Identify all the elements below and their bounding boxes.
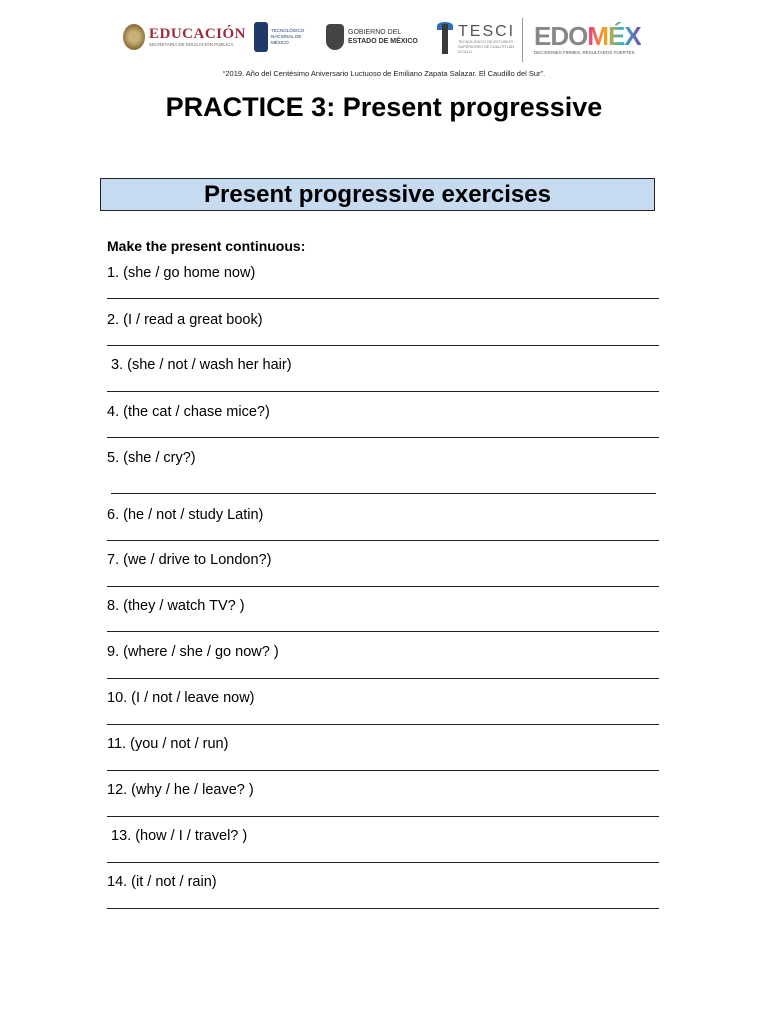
answer-line[interactable] <box>107 908 659 909</box>
edomex-logo-name-b: MÉX <box>587 21 641 51</box>
answer-line[interactable] <box>107 391 659 392</box>
exercise-prompt: 3. (she / not / wash her hair) <box>107 357 292 373</box>
seal-icon <box>123 24 145 50</box>
tecnologico-logo-subtitle: TECNOLÓGICO NACIONAL DE MÉXICO <box>271 28 305 45</box>
edomex-logo <box>534 22 641 56</box>
tesci-logo-name: TESCI <box>458 23 516 40</box>
logo-divider <box>522 18 523 62</box>
exercise-prompt: 6. (he / not / study Latin) <box>107 507 264 523</box>
edomex-logo-name-a: EDO <box>534 21 588 51</box>
answer-line[interactable] <box>107 770 659 771</box>
shield-icon <box>326 24 344 50</box>
exercise-prompt: 11. (you / not / run) <box>107 736 229 752</box>
gobierno-logo-line2: ESTADO DE MÉXICO <box>348 38 418 45</box>
exercise-prompt: 7. (we / drive to London?) <box>107 552 272 568</box>
educacion-logo-name: EDUCACIÓN <box>149 26 247 42</box>
educacion-logo-subtitle: SECRETARÍA DE EDUCACIÓN PÚBLICA <box>149 42 234 47</box>
edomex-logo-name <box>534 22 641 50</box>
answer-line[interactable] <box>107 586 659 587</box>
tesci-logo-subtitle: TECNOLÓGICO DE ESTUDIOS SUPERIORES DE CUAUTITLÁN IZCALLI <box>458 40 515 54</box>
educacion-logo <box>123 24 246 50</box>
answer-line[interactable] <box>107 862 659 863</box>
answer-line[interactable] <box>107 678 659 679</box>
answer-line[interactable] <box>107 631 659 632</box>
instruction: Make the present continuous: <box>107 238 306 254</box>
answer-line[interactable] <box>107 437 659 438</box>
exercise-prompt: 1. (she / go home now) <box>107 265 256 281</box>
exercise-prompt: 13. (how / I / travel? ) <box>107 828 248 844</box>
answer-line[interactable] <box>107 816 659 817</box>
answer-line[interactable] <box>107 540 659 541</box>
edomex-logo-subtitle: DECISIONES FIRMES, RESULTADOS FUERTES. <box>534 50 636 55</box>
exercise-prompt: 12. (why / he / leave? ) <box>107 782 254 798</box>
answer-line[interactable] <box>107 724 659 725</box>
tecnologico-logo <box>254 22 303 52</box>
tesci-logo <box>436 22 518 56</box>
answer-line[interactable] <box>111 493 656 494</box>
header-motto: “2019. Año del Centésimo Aniversario Luctuoso de Emiliano Zapata Salazar. El Caudillo del Sur”. <box>222 69 546 78</box>
section-heading: Present progressive exercises <box>100 178 655 211</box>
exercise-prompt: 8. (they / watch TV? ) <box>107 598 245 614</box>
tower-icon <box>436 22 454 56</box>
answer-line[interactable] <box>107 345 659 346</box>
gobierno-logo <box>326 24 418 50</box>
gobierno-logo-line1: GOBIERNO DEL <box>348 29 402 36</box>
exercise-prompt: 5. (she / cry?) <box>107 450 196 466</box>
answer-line[interactable] <box>107 298 659 299</box>
exercise-prompt: 2. (I / read a great book) <box>107 312 263 328</box>
gear-icon <box>254 22 268 52</box>
header-logos <box>0 14 768 66</box>
exercise-prompt: 14. (it / not / rain) <box>107 874 217 890</box>
exercise-prompt: 10. (I / not / leave now) <box>107 690 255 706</box>
exercise-prompt: 4. (the cat / chase mice?) <box>107 404 270 420</box>
exercise-prompt: 9. (where / she / go now? ) <box>107 644 279 660</box>
page-title: PRACTICE 3: Present progressive <box>165 92 603 122</box>
